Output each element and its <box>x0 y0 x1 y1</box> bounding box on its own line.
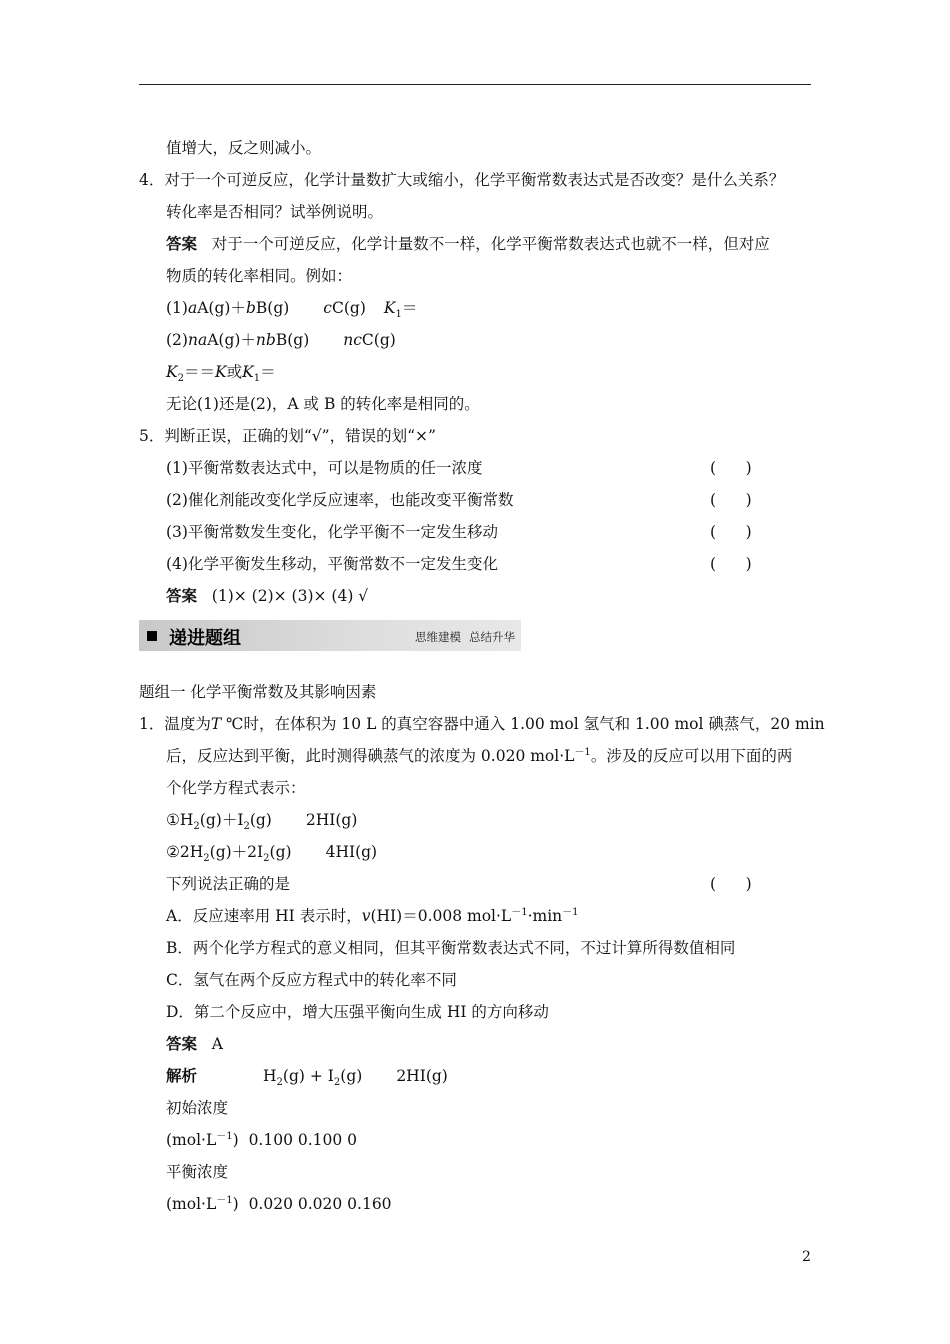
equilibrium-conc-label: 平衡浓度 <box>166 1163 229 1181</box>
q4-line2: 转化率是否相同？试举例说明。 <box>166 203 384 221</box>
option-d: D．第二个反应中，增大压强平衡向生成 HI 的方向移动 <box>166 1003 549 1021</box>
q5-item-3: (3)平衡常数发生变化，化学平衡不一定发生移动 <box>166 523 498 541</box>
answer-label: 答案 <box>166 1034 198 1053</box>
q5-item-2: (2)催化剂能改变化学反应速率，也能改变平衡常数 <box>166 491 514 509</box>
q5-number: 5． <box>139 427 165 445</box>
initial-conc-values: $(mol\cdot L^{-1})$ 0.100 0.100 0 <box>166 1130 358 1149</box>
section-tag: 思维建模 <box>415 630 461 644</box>
g1-q1-line2: 后，反应达到平衡，此时测得碘蒸气的浓度为 0.020 $mol\cdot L^{-1}$。涉及的反应可以用下面的两 <box>166 746 793 765</box>
q4-answer-text1: 对于一个可逆反应，化学计量数不一样，化学平衡常数表达式也就不一样，但对应 <box>211 235 770 253</box>
q5-title-text: 判断正误，正确的划“√”，错误的划“×” <box>164 427 436 445</box>
answer-value: A <box>211 1035 223 1053</box>
section-banner <box>139 620 521 651</box>
g1-q1-line1: 1．温度为T ℃时，在体积为 10 L 的真空容器中通入 1.00 mol 氢气和 1.00 mol 碘蒸气，20 min <box>139 715 825 733</box>
q5-title <box>139 426 436 446</box>
q5-item-4: (4)化学平衡发生移动，平衡常数不一定发生变化 <box>166 555 498 573</box>
option-a: A．反应速率用 HI 表示时，v(HI)＝0.008 $mol\cdot L^{-1}\cdot\min^{-1}$ <box>166 906 579 925</box>
section-tag: 总结升华 <box>469 630 515 644</box>
q4-conclusion: 无论(1)还是(2)，A 或 B 的转化率是相同的。 <box>166 395 480 413</box>
section-title: 递进题组 <box>169 628 241 649</box>
q4-k-relation: $K_2==K$或$K_1=$ <box>166 363 276 385</box>
header-rule <box>139 84 811 85</box>
analysis-line: 解析 $H_2(g) + I_2(g)$ 2HI(g) <box>166 1066 448 1089</box>
q4-line1 <box>139 170 784 190</box>
q4-number: 4． <box>139 171 165 189</box>
answer-blank: ( ) <box>710 555 752 573</box>
option-b: B．两个化学方程式的意义相同，但其平衡常数表达式不同，不过计算所得数值相同 <box>166 939 736 957</box>
q4-text1: 对于一个可逆反应，化学计量数扩大或缩小，化学平衡常数表达式是否改变？是什么关系？ <box>164 171 785 189</box>
g1-q1-line3: 个化学方程式表示： <box>166 779 306 797</box>
page-number: 2 <box>802 1249 811 1265</box>
equilibrium-conc-values: $(mol\cdot L^{-1})$ 0.020 0.020 0.160 <box>166 1194 392 1213</box>
option-c: C．氢气在两个反应方程式中的转化率不同 <box>166 971 457 989</box>
answer-label: 答案 <box>166 586 198 605</box>
reaction-1: $①H_2(g)+I_2(g)$ 2HI(g) <box>166 811 358 833</box>
answer-blank: ( ) <box>710 523 752 541</box>
answer-blank: ( ) <box>710 875 752 893</box>
q4-answer-line1 <box>166 234 770 254</box>
g1-answer <box>166 1034 223 1054</box>
q5-item-1: (1)平衡常数表达式中，可以是物质的任一浓度 <box>166 459 483 477</box>
q4-equation-2: (2)naA(g)＋nbB(g) ncC(g) <box>166 331 396 349</box>
q3-continuation: 值增大，反之则减小。 <box>166 139 322 157</box>
square-bullet-icon <box>147 631 157 641</box>
group-title: 题组一 化学平衡常数及其影响因素 <box>139 683 377 701</box>
q4-equation-1: (1)aA(g)＋bB(g) cC(g) $K_1=$ <box>166 299 418 321</box>
analysis-label: 解析 <box>166 1066 198 1085</box>
q5-answer-text: (1)× (2)× (3)× (4) √ <box>211 587 369 605</box>
answer-blank: ( ) <box>710 491 752 509</box>
answer-blank: ( ) <box>710 459 752 477</box>
q5-answer <box>166 586 368 606</box>
answer-label: 答案 <box>166 234 198 253</box>
reaction-2: $②2H_2(g)+2I_2(g)$ 4HI(g) <box>166 843 378 865</box>
initial-conc-label: 初始浓度 <box>166 1099 229 1117</box>
question-stem: 下列说法正确的是 <box>166 875 291 893</box>
q4-answer-line2: 物质的转化率相同。例如： <box>166 267 353 285</box>
